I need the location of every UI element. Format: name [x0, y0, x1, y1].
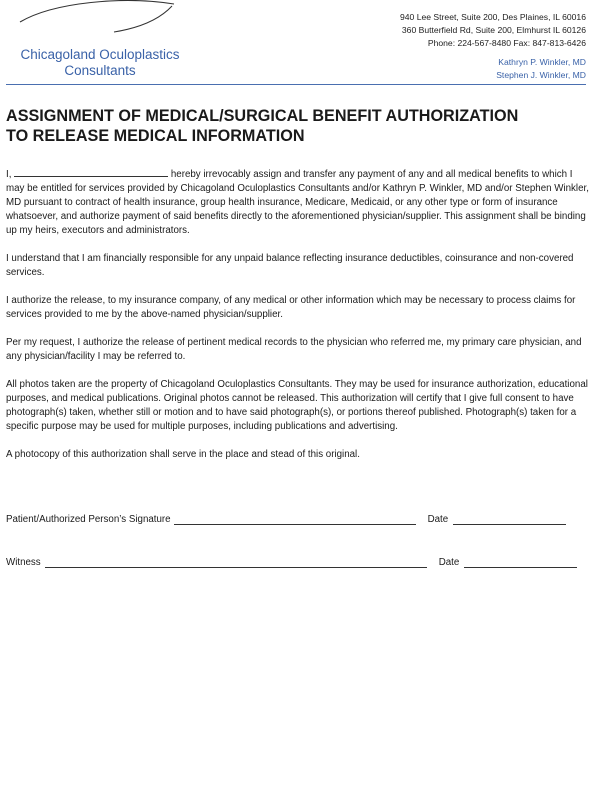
practice-name-line2: Consultants	[64, 63, 136, 78]
patient-signature-row	[6, 514, 584, 525]
paragraph-assignment	[6, 166, 590, 238]
paragraph-insurance-release: I authorize the release, to my insurance company, of any medical or other information which may be necessary to process claims for services provided to me by the above-named physician/supplier.	[6, 295, 576, 320]
paragraph-records-release: Per my request, I authorize the release of pertinent medical records to the physician who referred me, my primary care physician, and any physician/facility I may be referred to.	[6, 337, 582, 362]
address-line-1: 940 Lee Street, Suite 200, Des Plaines, IL 60016	[399, 12, 586, 22]
title-line-1: ASSIGNMENT OF MEDICAL/SURGICAL BENEFIT AUTHORIZATION	[6, 107, 519, 125]
witness-date-label: Date	[438, 557, 460, 568]
witness-date-field[interactable]	[464, 557, 577, 568]
witness-label: Witness	[6, 557, 41, 568]
witness-signature-field[interactable]	[45, 557, 427, 568]
authorization-body	[6, 166, 590, 476]
logo-swoosh-icon	[14, 0, 184, 40]
practice-name-line1: Chicagoland Oculoplastics	[20, 47, 180, 62]
doctor-list	[496, 56, 586, 82]
phone-fax-line: Phone: 224-567-8480 Fax: 847-813-6426	[427, 38, 586, 48]
doctor-2: Stephen J. Winkler, MD	[496, 70, 586, 80]
doctor-1: Kathryn P. Winkler, MD	[498, 57, 586, 67]
address-line-2: 360 Butterfield Rd, Suite 200, Elmhurst IL 60126	[401, 25, 586, 35]
paragraph-photocopy: A photocopy of this authorization shall serve in the place and stead of this original.	[6, 449, 360, 460]
patient-date-field[interactable]	[453, 514, 566, 525]
title-line-2: TO RELEASE MEDICAL INFORMATION	[6, 127, 305, 145]
witness-signature-row	[6, 557, 584, 568]
practice-address	[400, 11, 586, 50]
header-divider	[6, 84, 586, 85]
patient-date-label: Date	[427, 514, 449, 525]
paragraph-photo-consent: All photos taken are the property of Chicagoland Oculoplastics Consultants. They may be used for insurance authorization, educational purposes, and medical publications. Original photos cannot be released. This authorization will certify that I give full consent to have photograph(s) taken, whether still or motion and to have said photograph(s), or portions thereof published. Photograph(s) taken for a specific purpose may be used for multiple purposes, including publications and advertising.	[6, 379, 588, 432]
document-title	[6, 106, 581, 146]
patient-signature-field[interactable]	[174, 514, 416, 525]
patient-name-blank[interactable]	[14, 166, 168, 177]
paragraph-financial-responsibility: I understand that I am financially responsible for any unpaid balance reflecting insurance deductibles, coinsurance and non-covered services.	[6, 253, 574, 278]
patient-signature-label: Patient/Authorized Person’s Signature	[6, 514, 171, 525]
assignment-prefix: I,	[6, 169, 12, 180]
assignment-text: hereby irrevocably assign and transfer any payment of any and all medical benefits to which I may be entitled for services provided by Chicagoland Oculoplastics Consultants and/or Kathryn P. Winkler, MD and/or Stephen Winkler, MD pursuant to contract of health insurance, group health insurance, Medicare, Medicaid, or any other type or form of insurance whatsoever, and authorize payment of said benefits directly to the aforementioned physician/supplier. This assignment shall be binding up my heirs, executors and administrators.	[6, 169, 589, 236]
practice-logo-text	[10, 47, 190, 79]
